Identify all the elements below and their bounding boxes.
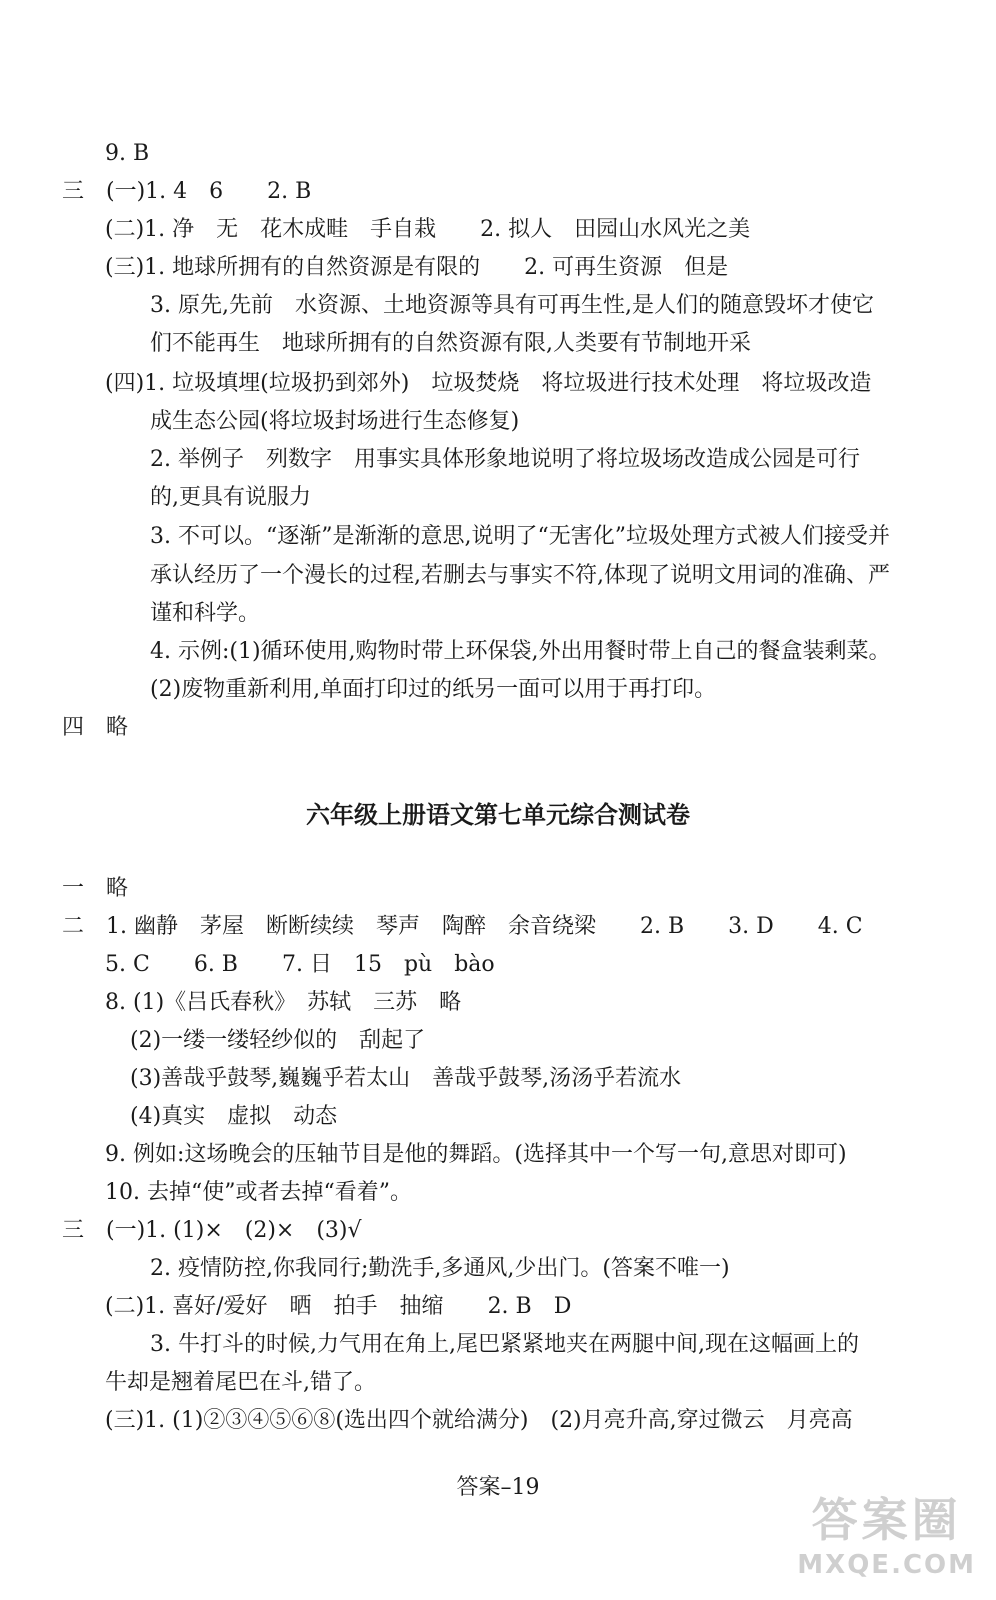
answer-line: (2)废物重新利用,单面打印过的纸另一面可以用于再打印。: [150, 677, 717, 702]
answer-line: (3)善哉乎鼓琴,巍巍乎若太山 善哉乎鼓琴,汤汤乎若流水: [130, 1066, 682, 1091]
answer-line: 四 略: [62, 715, 129, 740]
answer-line: 2. 举例子 列数字 用事实具体形象地说明了将垃圾场改造成公园是可行: [150, 447, 860, 472]
answer-line: 谨和科学。: [150, 601, 261, 626]
answer-line: 三 (一)1. (1)× (2)× (3)√: [62, 1218, 362, 1243]
answer-line: (二)1. 净 无 花木成畦 手自栽 2. 拟人 田园山水风光之美: [105, 217, 751, 242]
answer-line: 一 略: [62, 876, 129, 901]
watermark-url: MXQE.COM: [797, 1550, 976, 1580]
answer-line: 的,更具有说服力: [150, 485, 311, 510]
answer-line: (四)1. 垃圾填埋(垃圾扔到郊外) 垃圾焚烧 将垃圾进行技术处理 将垃圾改造: [105, 371, 872, 396]
answer-line: 三 (一)1. 4 6 2. B: [62, 179, 312, 204]
answer-line: 成生态公园(将垃圾封场进行生态修复): [150, 409, 520, 434]
answer-line: (二)1. 喜好/爱好 晒 拍手 抽缩 2. B D: [105, 1294, 572, 1319]
watermark-logo-text: 答案圈: [811, 1493, 962, 1547]
answer-line: 4. 示例:(1)循环使用,购物时带上环保袋,外出用餐时带上自己的餐盒装剩菜。: [150, 639, 891, 664]
answer-line: 8. (1)《吕氏春秋》 苏轼 三苏 略: [105, 990, 462, 1015]
answer-line: 10. 去掉“使”或者去掉“看着”。: [105, 1180, 412, 1205]
answer-line: 9. 例如:这场晚会的压轴节目是他的舞蹈。(选择其中一个写一句,意思对即可): [105, 1142, 847, 1167]
answer-line: 9. B: [105, 141, 150, 166]
answer-line: 3. 牛打斗的时候,力气用在角上,尾巴紧紧地夹在两腿中间,现在这幅画上的: [150, 1332, 859, 1357]
page-number: 答案–19: [456, 1475, 540, 1500]
section-title: 六年级上册语文第七单元综合测试卷: [306, 800, 690, 829]
answer-line: 们不能再生 地球所拥有的自然资源有限,人类要有节制地开采: [150, 331, 751, 356]
answer-line: 二 1. 幽静 茅屋 断断续续 琴声 陶醉 余音绕梁 2. B 3. D 4. C: [62, 914, 863, 939]
answer-line: 5. C 6. B 7. 日 15 pù bào: [105, 952, 495, 977]
answer-line: (三)1. (1)②③④⑤⑥⑧(选出四个就给满分) (2)月亮升高,穿过微云 月亮高: [105, 1408, 853, 1433]
watermark: [797, 1484, 976, 1580]
answer-line: 3. 原先,先前 水资源、土地资源等具有可再生性,是人们的随意毁坏才使它: [150, 293, 874, 318]
answer-line: 2. 疫情防控,你我同行;勤洗手,多通风,少出门。(答案不唯一): [150, 1256, 730, 1281]
answer-line: (4)真实 虚拟 动态: [130, 1104, 338, 1129]
answer-line: 承认经历了一个漫长的过程,若删去与事实不符,体现了说明文用词的准确、严: [150, 563, 890, 588]
answer-line: 3. 不可以。“逐渐”是渐渐的意思,说明了“无害化”垃圾处理方式被人们接受并: [150, 524, 890, 549]
answer-line: (2)一缕一缕轻纱似的 刮起了: [130, 1028, 426, 1053]
answer-line: 牛却是翘着尾巴在斗,错了。: [105, 1370, 376, 1395]
answer-line: (三)1. 地球所拥有的自然资源是有限的 2. 可再生资源 但是: [105, 255, 729, 280]
